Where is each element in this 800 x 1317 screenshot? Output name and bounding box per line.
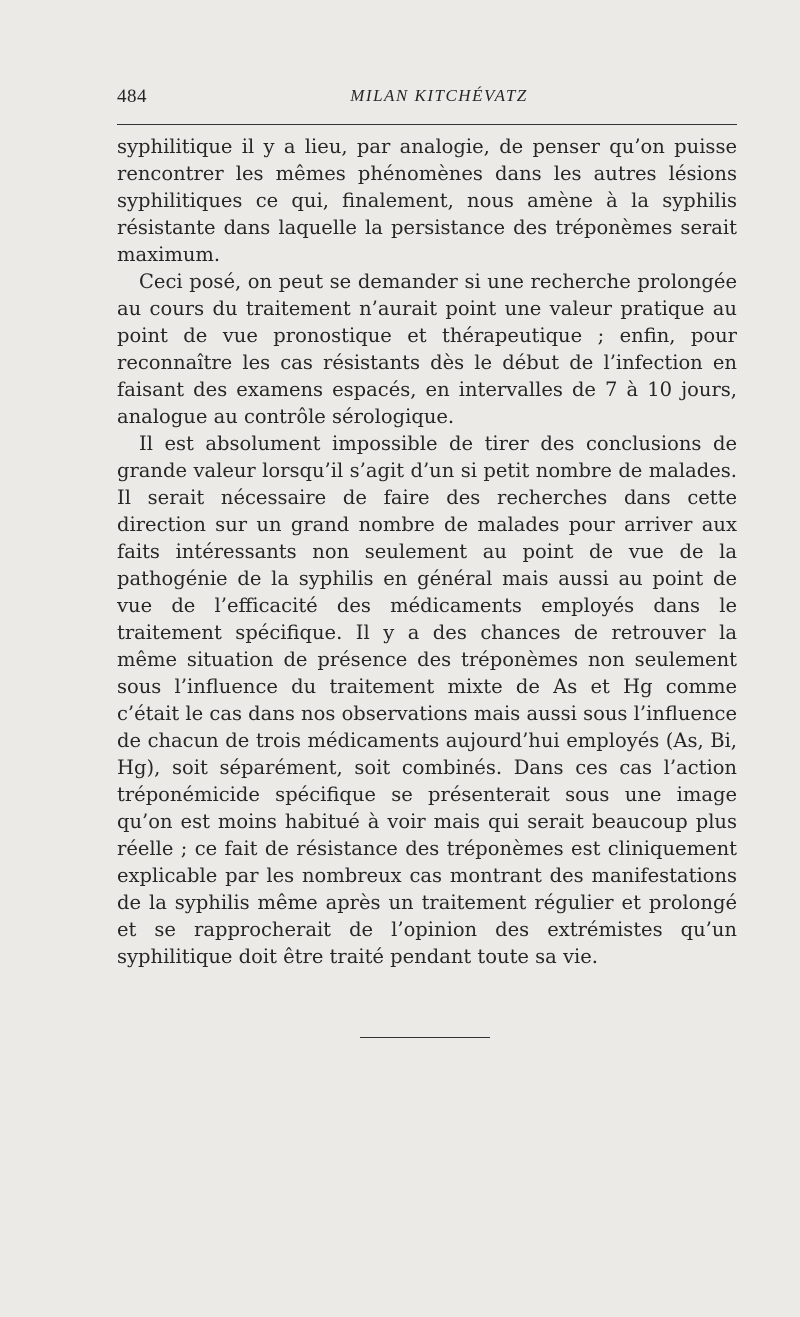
paragraph: Ceci posé, on peut se demander si une recherche prolongée au cours du traitement n’aurait point une valeur pratique au point de vue pronostique et thérapeutique ; enfin, pour reconnaître les cas résistants dès le début de l’infection en faisant des examens espacés, en intervalles de 7 à 10 jours, analogue au contrôle sérologique.: [117, 270, 737, 428]
section-end-rule: [360, 1037, 490, 1038]
page-number: 484: [117, 86, 147, 107]
running-title: MILAN KITCHÉVATZ: [350, 86, 528, 105]
page-header: [117, 86, 737, 112]
paragraph-continued: syphilitique il y a lieu, par analogie, de penser qu’on puisse rencontrer les mêmes phénomènes dans les autres lésions syphilitiques ce qui, finalement, nous amène à la syphilis résistante dans laquelle la persistance des tréponèmes serait maximum.: [117, 135, 737, 266]
body-text: [117, 133, 737, 970]
header-rule: [117, 124, 737, 125]
paragraph: Il est absolument impossible de tirer des conclusions de grande valeur lorsqu’il s’agit d’un si petit nombre de malades. Il serait nécessaire de faire des recherches dans cette direction sur un grand nombre de malades pour arriver aux faits intéressants non seulement au point de vue de la pathogénie de la syphilis en général mais aussi au point de vue de l’efficacité des médicaments employés dans le traitement spécifique. Il y a des chances de retrouver la même situation de présence des tréponèmes non seulement sous l’influence du traitement mixte de As et Hg comme c’était le cas dans nos observations mais aussi sous l’influence de chacun de trois médicaments aujourd’hui employés (As, Bi, Hg), soit séparément, soit combinés. Dans ces cas l’action tréponémicide spécifique se présenterait sous une image qu’on est moins habitué à voir mais qui serait beaucoup plus réelle ; ce fait de résistance des tréponèmes est cliniquement explicable par les nombreux cas montrant des manifestations de la syphilis même après un traitement régulier et prolongé et se rapprocherait de l’opinion des extrémistes qu’un syphilitique doit être traité pendant toute sa vie.: [117, 432, 737, 968]
